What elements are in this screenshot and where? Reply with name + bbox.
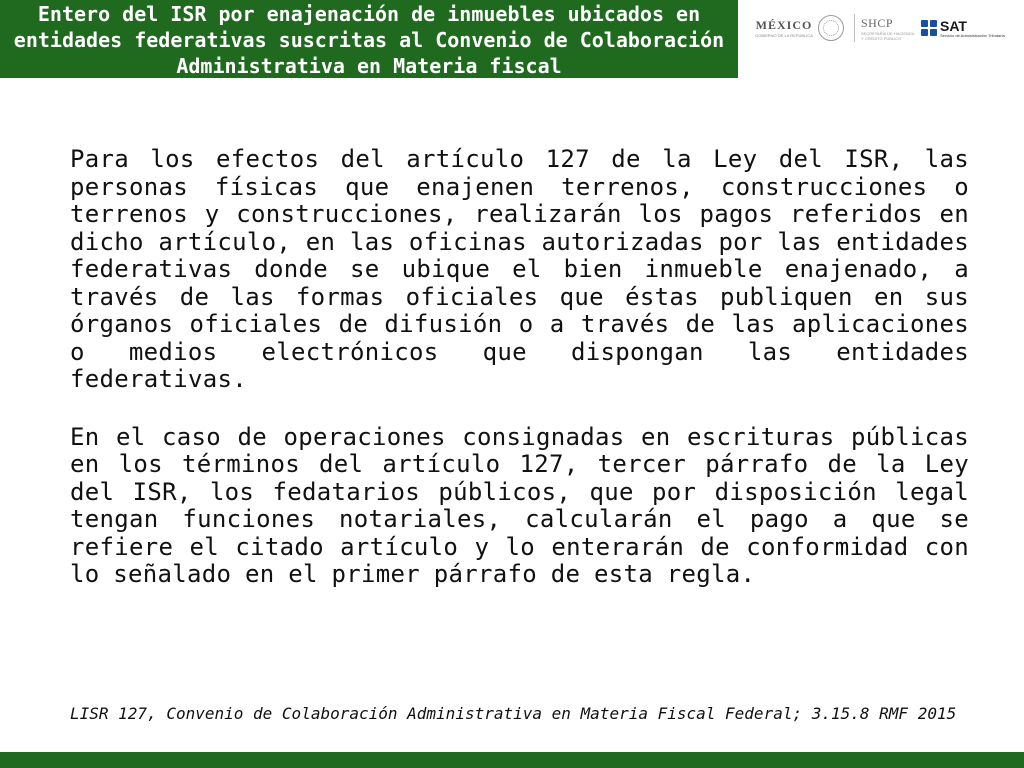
mexico-logo-subtitle: GOBIERNO DE LA REPÚBLICA [755, 33, 813, 38]
footer-bar [0, 752, 1024, 768]
sat-logo-subtitle: Servicio de Administración Tributaria [940, 32, 1005, 38]
slide-title: Entero del ISR por enajenación de inmuebles ubicados en entidades federativas suscritas al Convenio de Colaboración Administrativa en Materia fiscal [13, 2, 725, 78]
mexico-logo-word: MÉXICO [755, 18, 813, 32]
title-banner [0, 0, 738, 78]
body-paragraph-2: En el caso de operaciones consignadas en escrituras públicas en los términos del artículo 127, tercer párrafo de la Ley del ISR, los fedatarios públicos, que por disposición legal tengan funciones notariales, calcularán el pago a que se refiere el citado artículo y lo enterarán de conformidad con lo señalado en el primer párrafo de esta regla. [70, 422, 969, 588]
sat-logo [921, 19, 1005, 38]
sat-mark-icon [921, 20, 937, 36]
mexico-logo [756, 18, 812, 38]
shcp-logo-word: SHCP [861, 15, 894, 30]
shcp-logo-subtitle-1: SECRETARÍA DE HACIENDA [861, 30, 915, 36]
slide-body [70, 146, 969, 619]
institution-logos [756, 10, 1016, 46]
shcp-logo [861, 16, 913, 41]
national-seal-icon [818, 15, 844, 41]
sat-logo-word: SAT [940, 17, 967, 34]
body-paragraph-1: Para los efectos del artículo 127 de la Ley del ISR, las personas físicas que enajenen terrenos, construcciones o terrenos y construcciones, realizarán los pagos referidos en dicho artículo, en las oficinas autorizadas por las entidades federativas donde se ubique el bien inmueble enajenado, a través de las formas oficiales que éstas publiquen en sus órganos oficiales de difusión o a través de las aplicaciones o medios electrónicos que dispongan las entidades federativas. [70, 145, 969, 393]
shcp-logo-subtitle-2: Y CRÉDITO PÚBLICO [861, 35, 902, 41]
legal-citation: LISR 127, Convenio de Colaboración Administrativa en Materia Fiscal Federal; 3.15.8 RMF 2015 [70, 704, 957, 723]
logo-divider [854, 14, 855, 42]
